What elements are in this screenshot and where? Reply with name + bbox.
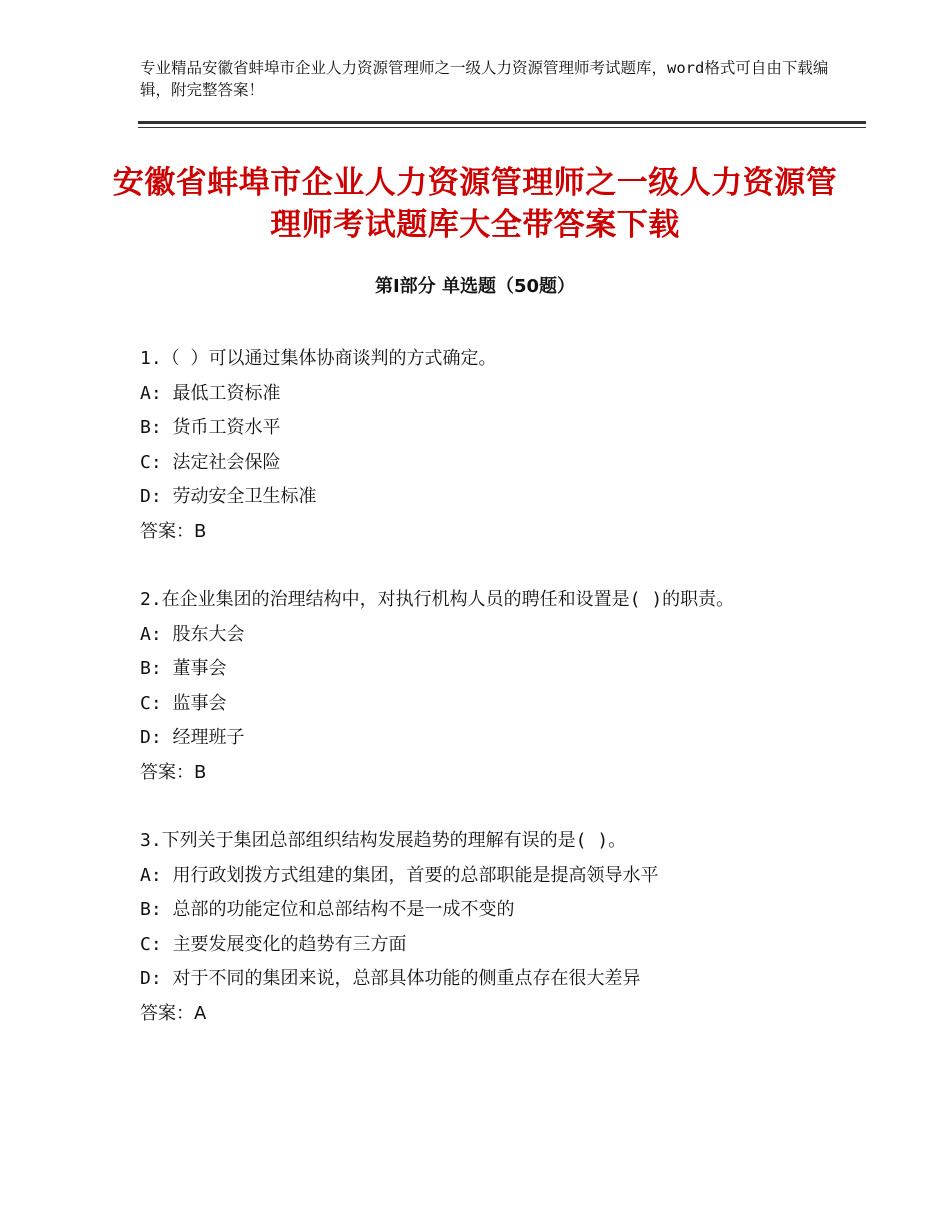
section-title: 第Ⅰ部分 单选题（50题） (374, 276, 575, 297)
question-3 (140, 824, 820, 1031)
document-title: 安徽省蚌埠市企业人力资源管理师之一级人力资源管理师考试题库大全带答案下载 (112, 165, 838, 243)
option-b: B: 货币工资水平 (140, 417, 281, 438)
header-note: 专业精品安徽省蚌埠市企业人力资源管理师之一级人力资源管理师考试题库，word格式可自由下载编辑，附完整答案！ (140, 59, 829, 99)
option-c: C: 监事会 (140, 692, 227, 714)
option-d: D: 劳动安全卫生标准 (140, 486, 317, 507)
question-1 (140, 342, 820, 549)
question-stem: 1.（ ）可以通过集体协商谈判的方式确定。 (140, 348, 497, 369)
question-2 (140, 583, 820, 790)
question-list (140, 342, 820, 1065)
header-rule-thin (138, 127, 866, 128)
answer: 答案：B (140, 520, 207, 542)
option-c: C: 主要发展变化的趋势有三方面 (140, 933, 407, 955)
option-c: C: 法定社会保险 (140, 451, 281, 473)
answer: 答案：B (140, 761, 207, 783)
answer: 答案：A (140, 1002, 207, 1024)
option-a: A: 最低工资标准 (140, 382, 281, 404)
option-d: D: 经理班子 (140, 727, 245, 748)
option-b: B: 总部的功能定位和总部结构不是一成不变的 (140, 899, 515, 920)
option-a: A: 股东大会 (140, 623, 245, 645)
question-stem: 3.下列关于集团总部组织结构发展趋势的理解有误的是( )。 (140, 830, 627, 851)
option-a: A: 用行政划拨方式组建的集团，首要的总部职能是提高领导水平 (140, 864, 659, 886)
header-rule-thick (138, 121, 866, 124)
question-stem: 2.在企业集团的治理结构中，对执行机构人员的聘任和设置是( )的职责。 (140, 589, 735, 610)
option-d: D: 对于不同的集团来说，总部具体功能的侧重点存在很大差异 (140, 968, 641, 989)
option-b: B: 董事会 (140, 658, 227, 679)
